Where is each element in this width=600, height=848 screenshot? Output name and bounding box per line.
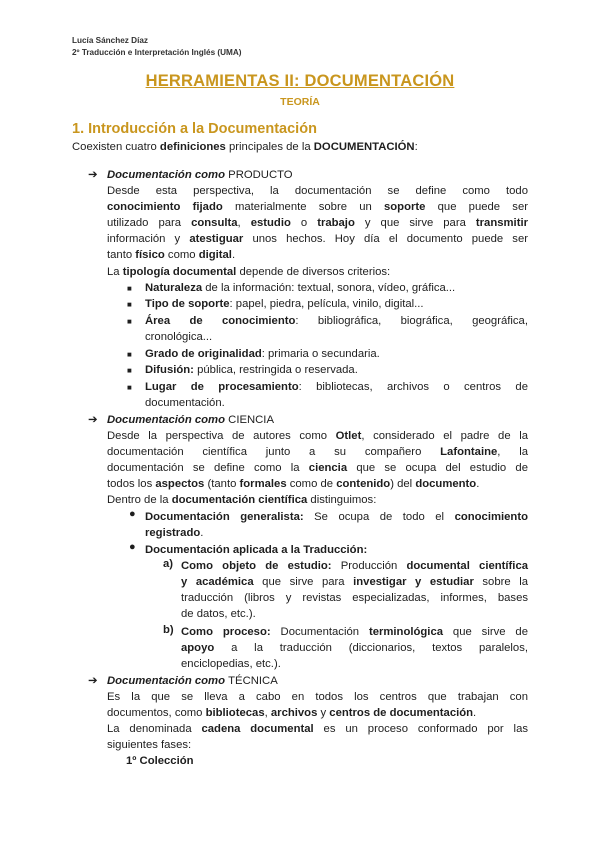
sub-a-l3: traducción (libros y revistas especializadas, informes, bases — [181, 592, 528, 604]
sub-a-l2: y académica que sirve para investigar y estudiar sobre la — [181, 576, 528, 588]
ciencia-l5: Dentro de la documentación científica distinguimos: — [107, 494, 377, 506]
square-bullet-icon: ■ — [127, 383, 132, 392]
ciencia-label: Documentación como CIENCIA — [107, 414, 274, 426]
square-bullet-icon: ■ — [127, 300, 132, 309]
producto-p1-l4: información y atestiguar unos hechos. Hoy día el documento puede ser — [107, 233, 528, 245]
tecnica-l4: siguientes fases: — [107, 739, 192, 751]
list-item: Área de conocimiento: bibliográfica, biográfica, geográfica, — [145, 315, 528, 327]
producto-p1-l1: Desde esta perspectiva, la documentación se define como todo — [107, 185, 528, 197]
sub-b-label: b) — [163, 624, 174, 636]
ciencia-b1: Documentación generalista: Se ocupa de todo el conocimiento — [145, 511, 528, 523]
producto-p1-l2: conocimiento fijado materialmente sobre un soporte que puede ser — [107, 201, 528, 213]
producto-p1-l5: tanto físico como digital. — [107, 249, 236, 261]
producto-p2: La tipología documental depende de diversos criterios: — [107, 266, 391, 278]
tecnica-l2: documentos, como bibliotecas, archivos y centros de documentación. — [107, 707, 477, 719]
producto-label: Documentación como PRODUCTO — [107, 169, 293, 181]
sub-b-l2: apoyo a la traducción (diccionarios, textos paralelos, — [181, 642, 528, 654]
list-item: Lugar de procesamiento: bibliotecas, archivos o centros de — [145, 381, 528, 393]
square-bullet-icon: ■ — [127, 366, 132, 375]
arrow-icon: ➔ — [88, 169, 98, 181]
ciencia-b1-cont: registrado. — [145, 527, 204, 539]
header-course: 2º Traducción e Interpretación Inglés (UMA) — [72, 48, 242, 57]
list-item: Grado de originalidad: primaria o secundaria. — [145, 348, 380, 360]
ciencia-b2: Documentación aplicada a la Traducción: — [145, 544, 368, 556]
page-subtitle: TEORÍA — [280, 96, 320, 108]
square-bullet-icon: ■ — [127, 317, 132, 326]
square-bullet-icon: ■ — [127, 284, 132, 293]
page-title: HERRAMIENTAS II: DOCUMENTACIÓN — [145, 72, 455, 90]
square-bullet-icon: ■ — [127, 350, 132, 359]
section-heading: 1. Introducción a la Documentación — [72, 121, 317, 137]
list-item: Difusión: pública, restringida o reservada. — [145, 364, 358, 376]
sub-b-l3: enciclopedias, etc.). — [181, 658, 281, 670]
intro-line: Coexisten cuatro definiciones principales de la DOCUMENTACIÓN: — [72, 141, 418, 153]
ciencia-l3: documentación se define como la ciencia que se ocupa del estudio de — [107, 462, 528, 474]
tecnica-l3: La denominada cadena documental es un proceso conformado por las — [107, 723, 528, 735]
sub-a-l1: Como objeto de estudio: Producción documental científica — [181, 560, 529, 572]
producto-p1-l3: utilizado para consulta, estudio o trabajo y que sirve para transmitir — [107, 217, 528, 229]
sub-a-l4: de datos, etc.). — [181, 608, 256, 620]
sub-a-label: a) — [163, 558, 174, 570]
phase-1: 1º Colección — [126, 755, 194, 767]
list-item: Naturaleza de la información: textual, sonora, vídeo, gráfica... — [145, 282, 456, 294]
ciencia-l4: todos los aspectos (tanto formales como de contenido) del documento. — [107, 478, 480, 490]
ciencia-l2: documentación científica junto a su compañero Lafontaine, la — [107, 446, 528, 458]
arrow-icon: ➔ — [88, 414, 98, 426]
list-item: Tipo de soporte: papel, piedra, película, vinilo, digital... — [145, 298, 424, 310]
arrow-icon: ➔ — [88, 675, 98, 687]
sub-b-l1: Como proceso: Documentación terminológica que sirve de — [181, 626, 528, 638]
ciencia-l1: Desde la perspectiva de autores como Otlet, considerado el padre de la — [107, 430, 528, 442]
bullet-icon: ● — [129, 508, 136, 520]
bullet-icon: ● — [129, 541, 136, 553]
tecnica-label: Documentación como TÉCNICA — [107, 675, 278, 687]
list-item-cont: documentación. — [145, 397, 225, 409]
list-item-cont: cronológica... — [145, 331, 213, 343]
tecnica-l1: Es la que se lleva a cabo en todos los centros que trabajan con — [107, 691, 528, 703]
header-author: Lucía Sánchez Díaz — [72, 36, 148, 45]
